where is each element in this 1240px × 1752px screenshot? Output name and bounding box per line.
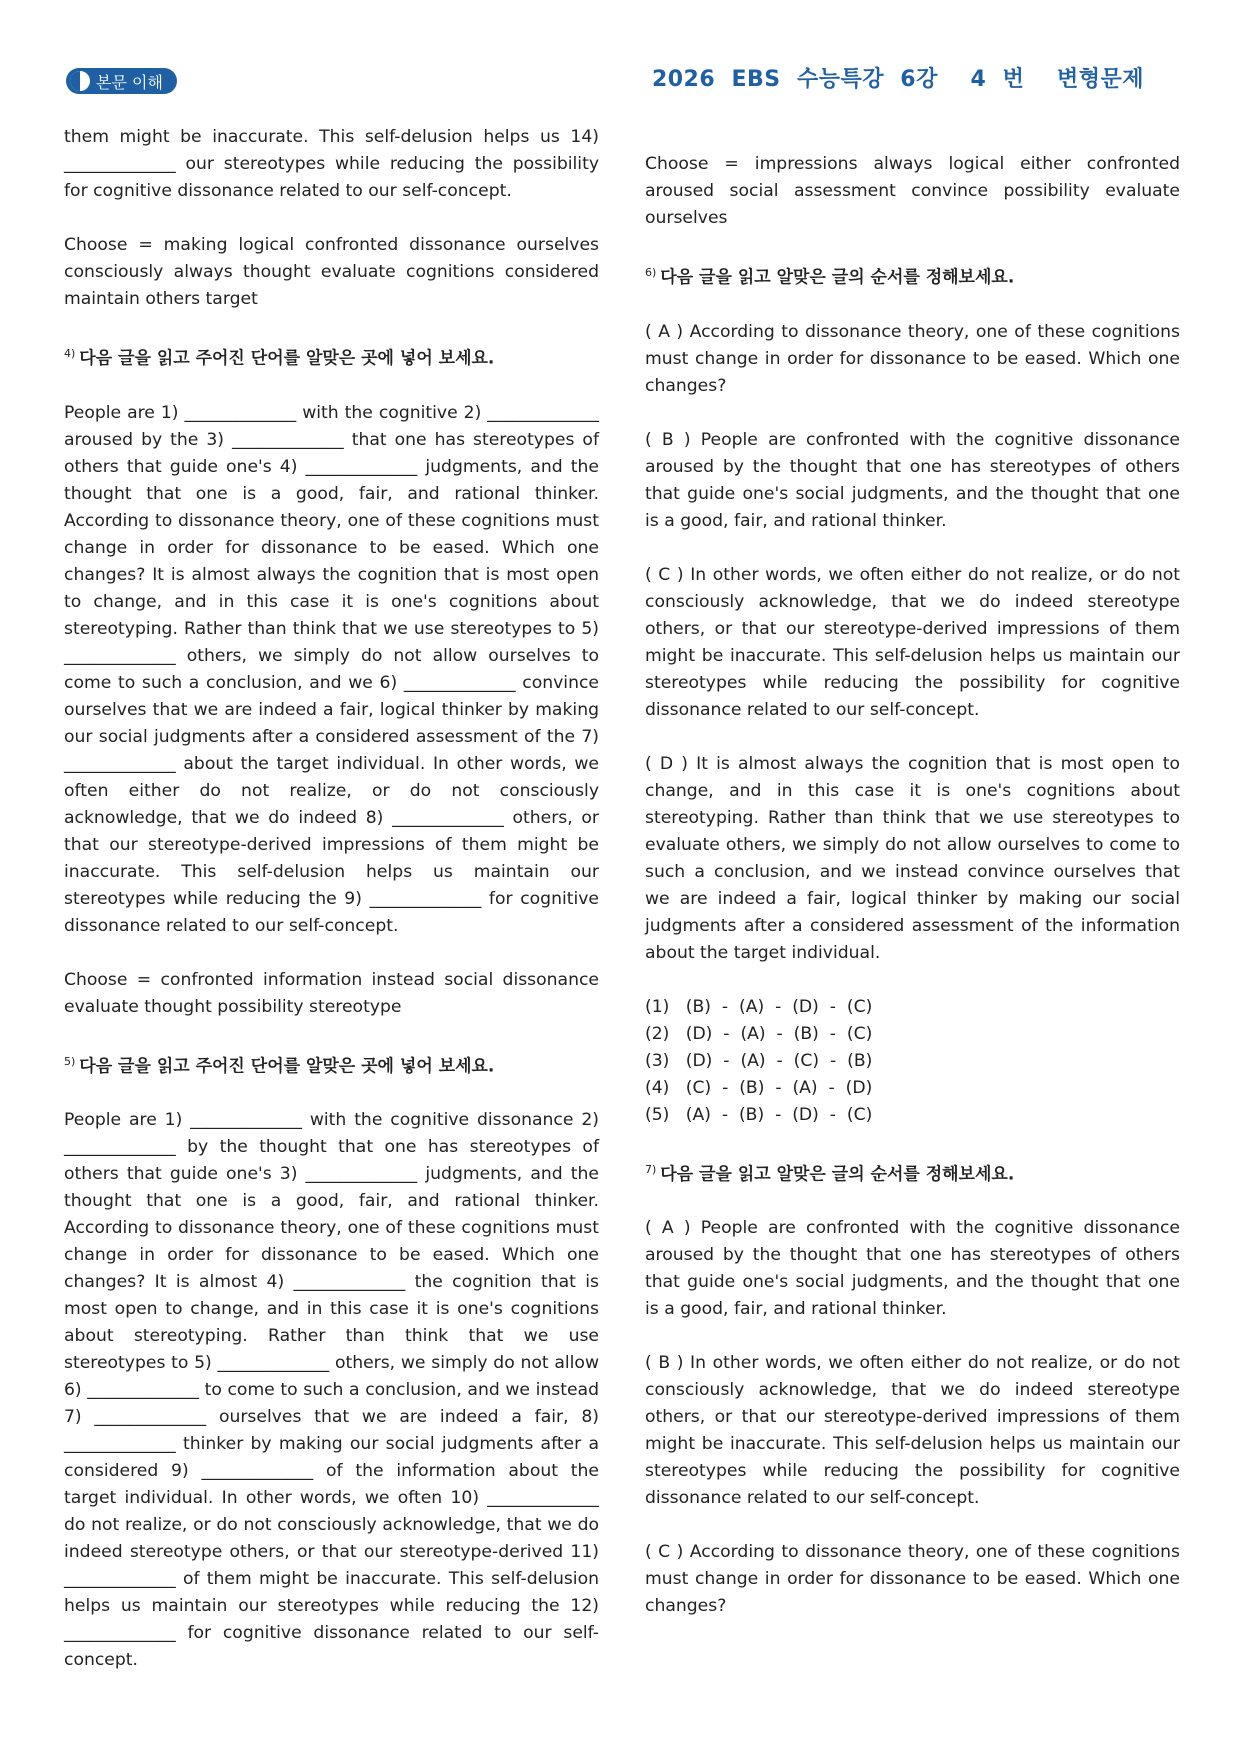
- question-4-passage: People are 1) _____________ with the cognitive 2) _____________ aroused by the 3) _____________ that one has stereotypes of others that guide one's 4) _____________ judgments, and the thought that one is a good, fair, and rational thinker. According to dissonance theory, one of these cognitions must change in order for dissonance to be eased. Which one changes? It is almost always the cognition that is most open to change, and in this case it is one's cognitions about stereotyping. Rather than think that we use stereotypes to 5) _____________ others, we simply do not allow ourselves to come to such a conclusion, and we 6) _____________ convince ourselves that we are indeed a fair, logical thinker by making our social judgments after a considered assessment of the 7) _____________ about the target individual. In other words, we often either do not realize, or do not consciously acknowledge, that we do indeed 8) _____________ others, or that our stereotype-derived impressions of them might be inaccurate. This self-delusion helps us maintain our stereotypes while reducing the 9) _____________ for cognitive dissonance related to our self-concept.: [64, 402, 599, 936]
- question-number: 4): [64, 347, 76, 360]
- word-bank-4: Choose = confronted information instead social dissonance evaluate thought possibility stereotype: [64, 969, 599, 1017]
- question-4-heading: [64, 340, 599, 373]
- question-6-heading: [645, 259, 1180, 292]
- question-number: 7): [645, 1162, 657, 1176]
- section-badge: [66, 68, 177, 94]
- word-bank-3: Choose = making logical confronted dissonance ourselves consciously always thought evaluate cognitions considered maintain others target: [64, 235, 599, 309]
- question-title: 다음 글을 읽고 알맞은 글의 순서를 정해보세요.: [660, 267, 1015, 288]
- paragraph-c: ( C ) In other words, we often either do not realize, or do not consciously acknowledge, that we do indeed stereotype others, or that our stereotype-derived impressions of them might be inaccurate. This self-delusion helps us maintain our stereotypes while reducing the possibility for cognitive dissonance related to our self-concept.: [645, 564, 1180, 720]
- answer-options: [645, 994, 1180, 1129]
- half-circle-icon: [68, 69, 92, 93]
- question-title: 다음 글을 읽고 주어진 단어를 알맞은 곳에 넣어 보세요.: [79, 1056, 495, 1077]
- question-7-heading: [645, 1156, 1180, 1189]
- paragraph-c: ( C ) According to dissonance theory, one of these cognitions must change in order for dissonance to be eased. Which one changes?: [645, 1542, 1180, 1617]
- section-badge-label: 본문 이해: [96, 72, 163, 92]
- word-bank-5: Choose = impressions always logical either confronted aroused social assessment convince possibility evaluate ourselves: [645, 154, 1180, 228]
- page-header: [66, 60, 1144, 100]
- right-column: [645, 151, 1180, 1620]
- page-title: 2026 EBS 수능특강 6강 4 번 변형문제: [651, 67, 1144, 92]
- option-2[interactable]: (2) (D) - (A) - (B) - (C): [645, 1023, 873, 1044]
- paragraph-d: ( D ) It is almost always the cognition that is most open to change, and in this case it is one's cognitions about stereotyping. Rather than think that we use stereotypes to evaluate others, we simply do not allow ourselves to come to such a conclusion, and we instead convince ourselves that we are indeed a fair, logical thinker by making our social judgments after a considered assessment of the information about the target individual.: [645, 753, 1180, 963]
- paragraph-a: ( A ) People are confronted with the cognitive dissonance aroused by the thought that one has stereotypes of others that guide one's social judgments, and the thought that one is a good, fair, and rational thinker.: [645, 1218, 1180, 1320]
- question-title: 다음 글을 읽고 주어진 단어를 알맞은 곳에 넣어 보세요.: [79, 348, 495, 369]
- left-column: [64, 124, 599, 1674]
- paragraph-a: ( A ) According to dissonance theory, one of these cognitions must change in order for dissonance to be eased. Which one changes?: [645, 321, 1180, 396]
- question-5-passage: People are 1) _____________ with the cognitive dissonance 2) _____________ by the thought that one has stereotypes of others that guide one's 3) _____________ judgments, and the thought that one is a good, fair, and rational thinker. According to dissonance theory, one of these cognitions must change in order for dissonance to be eased. Which one changes? It is almost 4) _____________ the cognition that is most open to change, and in this case it is one's cognitions about stereotyping. Rather than think that we use stereotypes to 5) _____________ others, we simply do not allow 6) _____________ to come to such a conclusion, and we instead 7) _____________ ourselves that we are indeed a fair, 8) _____________ thinker by making our social judgments after a considered 9) _____________ of the information about the target individual. In other words, we often 10) _____________ do not realize, or do not consciously acknowledge, that we do indeed stereotype others, or that our stereotype-derived 11) _____________ of them might be inaccurate. This self-delusion helps us maintain our stereotypes while reducing the 12) _____________ for cognitive dissonance related to our self-concept.: [64, 1110, 599, 1671]
- question-number: 5): [64, 1054, 76, 1068]
- paragraph-b: ( B ) In other words, we often either do not realize, or do not consciously acknowledge, that we do indeed stereotype others, or that our stereotype-derived impressions of them might be inaccurate. This self-delusion helps us maintain our stereotypes while reducing the possibility for cognitive dissonance related to our self-concept.: [645, 1353, 1180, 1509]
- question-number: 6): [645, 266, 657, 279]
- passage-continuation: them might be inaccurate. This self-delusion helps us 14) _____________ our stereotypes while reducing the possibility for cognitive dissonance related to our self-concept.: [64, 127, 599, 201]
- option-3[interactable]: (3) (D) - (A) - (C) - (B): [645, 1050, 873, 1071]
- question-5-heading: [64, 1048, 599, 1081]
- option-4[interactable]: (4) (C) - (B) - (A) - (D): [645, 1077, 873, 1098]
- paragraph-b: ( B ) People are confronted with the cognitive dissonance aroused by the thought that one has stereotypes of others that guide one's social judgments, and the thought that one is a good, fair, and rational thinker.: [645, 429, 1180, 531]
- question-title: 다음 글을 읽고 알맞은 글의 순서를 정해보세요.: [660, 1164, 1015, 1185]
- option-5[interactable]: (5) (A) - (B) - (D) - (C): [645, 1104, 873, 1125]
- option-1[interactable]: (1) (B) - (A) - (D) - (C): [645, 996, 873, 1017]
